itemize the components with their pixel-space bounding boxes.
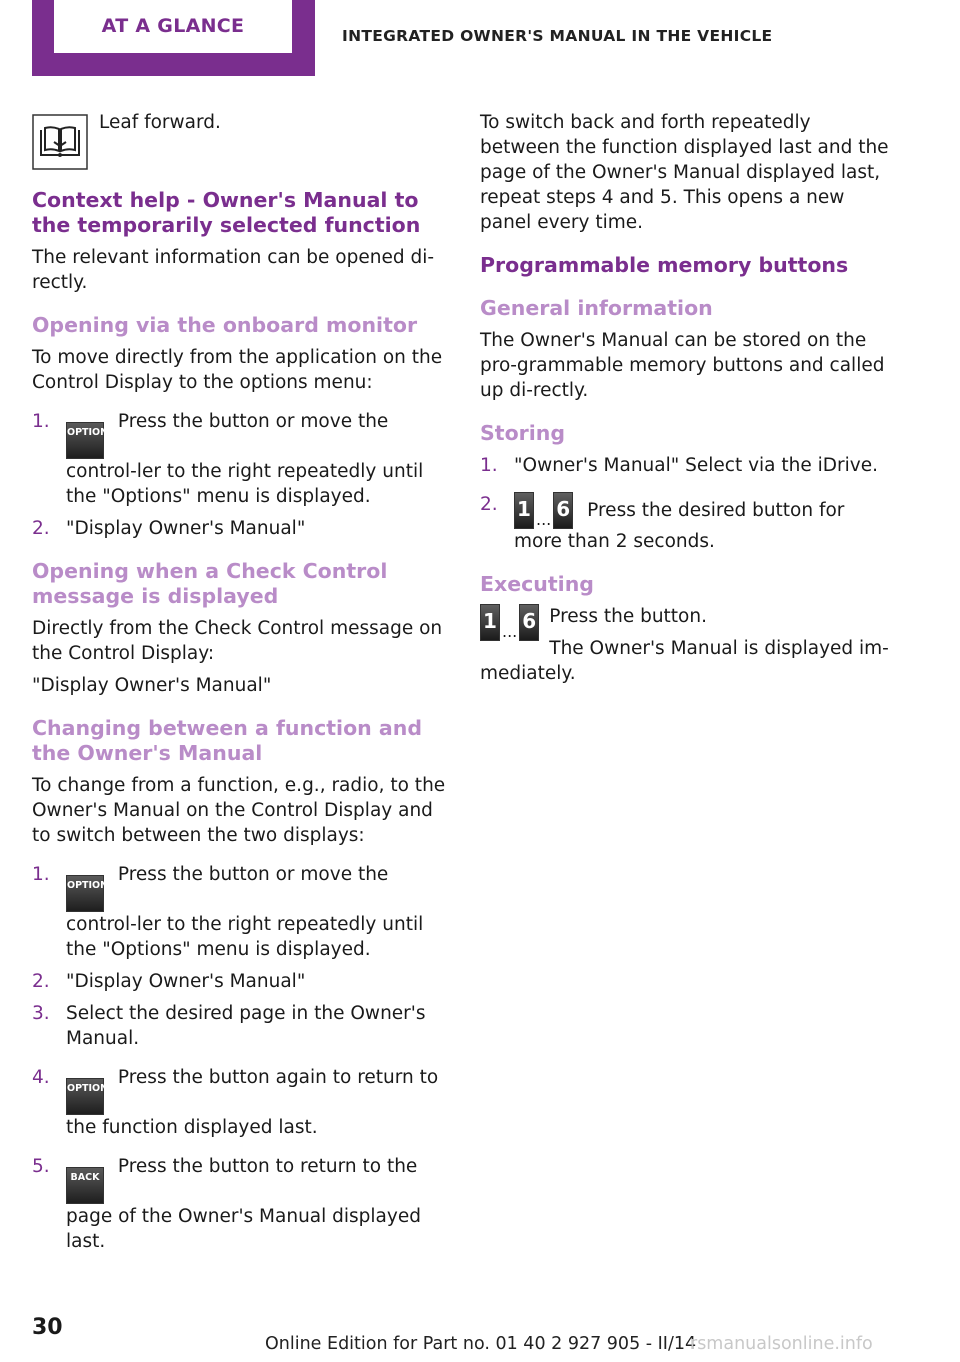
header-section-title: INTEGRATED OWNER'S MANUAL IN THE VEHICLE bbox=[342, 27, 773, 45]
memory-button-1-icon: 1 bbox=[514, 492, 534, 529]
option-button-icon: OPTION bbox=[66, 1078, 104, 1115]
list-item bbox=[32, 516, 448, 541]
list-item bbox=[32, 409, 448, 509]
list-item bbox=[32, 969, 448, 994]
memory-button-6-icon: 6 bbox=[519, 604, 539, 641]
paragraph-press-button: Press the button. bbox=[549, 606, 707, 627]
option-button-icon: OPTION bbox=[66, 422, 104, 459]
paragraph-manual-displayed: The Owner's Manual is displayed im‐mediately. bbox=[480, 638, 889, 684]
paragraph-general-information: The Owner's Manual can be stored on the pro‐grammable memory buttons and called up di‐rectly. bbox=[480, 330, 885, 401]
paragraph-check-control-menu: "Display Owner's Manual" bbox=[32, 675, 272, 696]
step-text: Press the desired button for more than 2 seconds. bbox=[514, 500, 845, 552]
heading-storing: Storing bbox=[480, 421, 566, 445]
option-button-icon: OPTION bbox=[66, 875, 104, 912]
back-button-icon: BACK bbox=[66, 1167, 104, 1204]
ellipsis-icon: ... bbox=[502, 622, 518, 641]
paragraph-changing-function: To change from a function, e.g., radio, to the Owner's Manual on the Control Display and to switch between the two displays: bbox=[32, 775, 446, 846]
open-book-icon bbox=[32, 114, 88, 170]
onboard-steps-list bbox=[32, 409, 448, 541]
step-number: 4. bbox=[32, 1067, 50, 1088]
list-item bbox=[480, 492, 896, 554]
executing-block bbox=[480, 604, 896, 686]
page-number: 30 bbox=[32, 1315, 63, 1340]
paragraph-onboard-monitor: To move directly from the application on the Control Display to the options menu: bbox=[32, 347, 443, 393]
list-item bbox=[32, 1154, 448, 1254]
header-tab-label: AT A GLANCE bbox=[54, 0, 292, 53]
step-number: 1. bbox=[480, 455, 498, 476]
heading-memory-buttons: Programmable memory buttons bbox=[480, 253, 849, 277]
heading-check-control: Opening when a Check Control message is displayed bbox=[32, 559, 388, 608]
heading-general-information: General information bbox=[480, 296, 713, 320]
step-text: "Display Owner's Manual" bbox=[66, 518, 306, 539]
step-text: Press the button to return to the page of the Owner's Manual displayed last. bbox=[66, 1156, 421, 1252]
paragraph-context-help: The relevant information can be opened di‐rectly. bbox=[32, 247, 435, 293]
memory-button-1-icon: 1 bbox=[480, 604, 500, 641]
heading-onboard-monitor: Opening via the onboard monitor bbox=[32, 313, 418, 337]
heading-context-help: Context help - Owner's Manual to the temporarily selected function bbox=[32, 188, 421, 237]
step-number: 3. bbox=[32, 1003, 50, 1024]
step-number: 2. bbox=[32, 518, 50, 539]
list-item bbox=[32, 862, 448, 962]
storing-steps-list bbox=[480, 453, 896, 554]
changing-steps-list bbox=[32, 862, 448, 1254]
heading-changing-function: Changing between a function and the Owner's Manual bbox=[32, 716, 423, 765]
paragraph-check-control: Directly from the Check Control message on the Control Display: bbox=[32, 618, 443, 664]
memory-buttons-icon bbox=[480, 604, 539, 641]
leaf-forward-row bbox=[32, 110, 448, 170]
step-number: 1. bbox=[32, 864, 50, 885]
right-column bbox=[480, 110, 896, 693]
memory-button-6-icon: 6 bbox=[553, 492, 573, 529]
paragraph-switch-back: To switch back and forth repeatedly between the function displayed last and the page of the Owner's Manual displayed last, repeat steps 4 and 5. This opens a new panel every time. bbox=[480, 112, 889, 233]
edition-note: Online Edition for Part no. 01 40 2 927 905 - II/14 bbox=[265, 1334, 697, 1354]
list-item bbox=[480, 453, 896, 478]
header-tab bbox=[32, 0, 315, 76]
step-text: Press the button or move the control‐ler to the right repeatedly until the "Options" menu is displayed. bbox=[66, 411, 424, 507]
step-text: "Owner's Manual" Select via the iDrive. bbox=[514, 455, 878, 476]
memory-buttons-icon bbox=[514, 492, 573, 529]
step-number: 2. bbox=[32, 971, 50, 992]
step-number: 2. bbox=[480, 494, 498, 515]
ellipsis-icon: ... bbox=[536, 510, 552, 529]
watermark: rsmanualsonline.info bbox=[690, 1334, 873, 1354]
heading-executing: Executing bbox=[480, 572, 594, 596]
left-column bbox=[32, 110, 448, 1261]
step-text: Press the button again to return to the function displayed last. bbox=[66, 1067, 439, 1138]
list-item bbox=[32, 1065, 448, 1140]
step-text: Press the button or move the control‐ler to the right repeatedly until the "Options" menu is displayed. bbox=[66, 864, 424, 960]
step-text: Select the desired page in the Owner's Manual. bbox=[66, 1003, 426, 1049]
leaf-forward-text: Leaf forward. bbox=[99, 112, 221, 133]
step-number: 1. bbox=[32, 411, 50, 432]
step-text: "Display Owner's Manual" bbox=[66, 971, 306, 992]
step-number: 5. bbox=[32, 1156, 50, 1177]
list-item bbox=[32, 1001, 448, 1051]
